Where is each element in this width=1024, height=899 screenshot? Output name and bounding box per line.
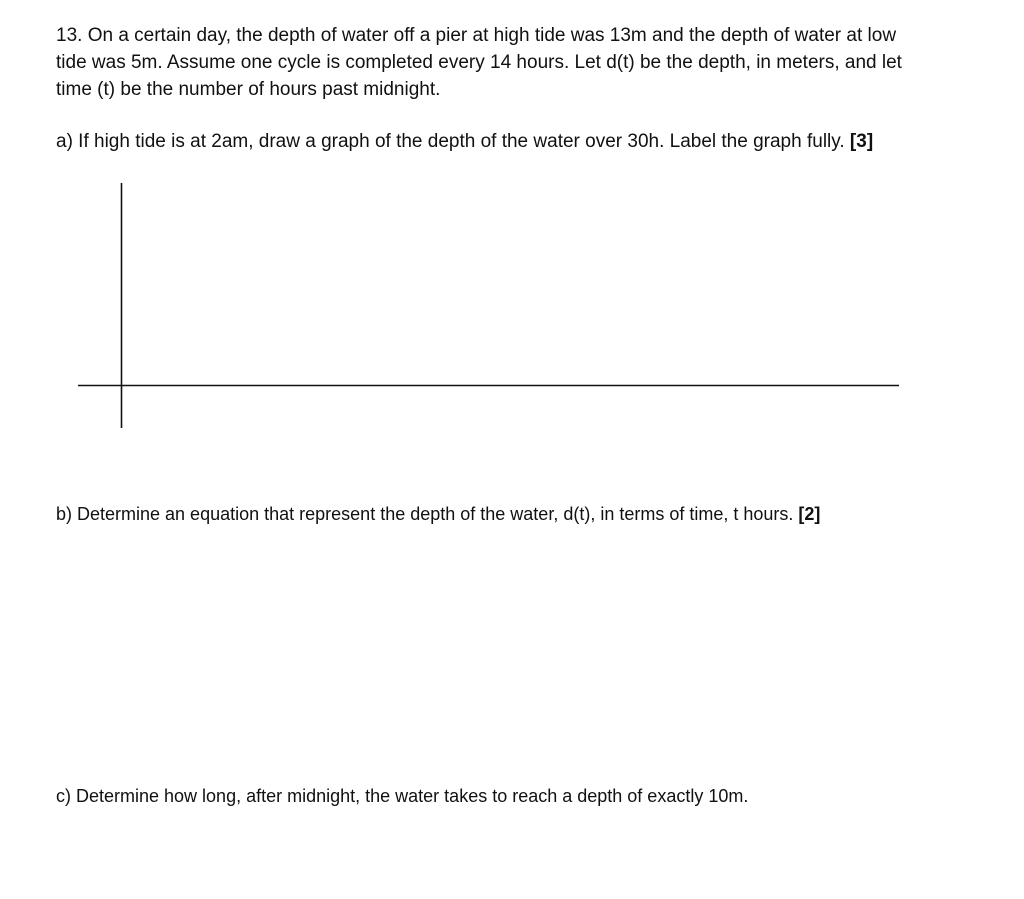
question-line: tide was 5m. Assume one cycle is completed every 14 hours. Let d(t) be the depth, in meters, and let (56, 52, 902, 73)
question-text (56, 22, 986, 103)
question-line: time (t) be the number of hours past midnight. (56, 79, 441, 100)
part-a-prompt (56, 130, 873, 154)
part-c-prompt (56, 784, 748, 808)
part-a-marks: [3] (849, 131, 874, 152)
part-a-text: a) If high tide is at 2am, draw a graph of the depth of the water over 30h. Label the graph fully. (56, 131, 850, 152)
part-b-marks: [2] (798, 504, 821, 524)
part-c-text: c) Determine how long, after midnight, the water takes to reach a depth of exactly 10m. (56, 786, 749, 806)
part-b-prompt (56, 502, 820, 526)
question-line: 13. On a certain day, the depth of water off a pier at high tide was 13m and the depth of water at low (56, 25, 897, 46)
part-b-text: b) Determine an equation that represent the depth of the water, d(t), in terms of time, t hours. (56, 504, 799, 524)
